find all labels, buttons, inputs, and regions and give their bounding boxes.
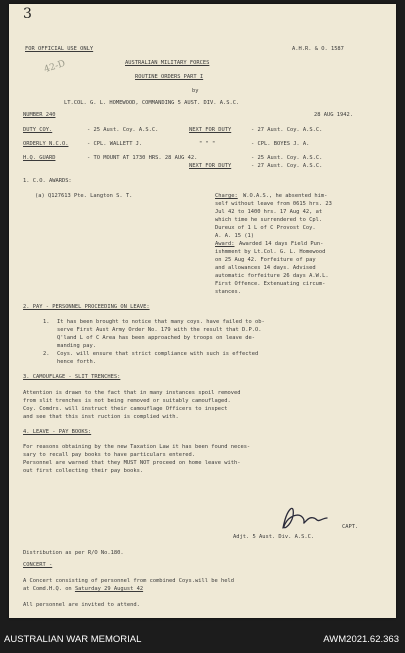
award-line: stances. [215,289,241,295]
award-line: automatic forfeiture 26 days A.W.L. [215,273,329,279]
charge-line: Dureux of 1 L of C Provost Coy. [215,225,316,231]
reference-number: A.H.R. & O. 1587 [292,46,344,52]
section-4-line: out first collecting their pay books. [23,468,144,474]
ditto-marks: " " " [199,141,216,147]
signature-position: Adjt. 5 Aust. Div. A.S.C. [233,534,315,540]
section-4-line: Personnel are warned that they MUST NOT proceed on home leave with- [23,460,241,466]
concert-line [23,586,143,593]
charge-label: Charge: [215,193,238,199]
commander-line: LT.COL. G. L. HOMEWOOD, COMMANDING 5 AUST. DIV. A.S.C. [64,100,240,106]
duty-coy-label: DUTY COY. [23,127,53,133]
hq-guard-label: H.Q. GUARD [23,155,56,161]
footer-left: AUSTRALIAN WAR MEMORIAL [4,634,142,645]
by-label: by [192,88,199,94]
next-for-duty-value-2: - 27 Aust. Coy. A.S.C. [251,163,323,169]
award-entry: (a) Q127613 Pte. Langton S. T. [35,193,133,199]
orderly-nco-label: ORDERLY N.C.O. [23,141,69,147]
next-for-duty-label: NEXT FOR DUTY [189,127,232,133]
concert-location: at Comd.H.Q. on [23,586,75,592]
item-line: serve First Aust Army Order No. 179 with the result that D.P.O. [57,327,262,333]
charge-line: self without leave from 0615 hrs. 23 [215,201,332,207]
orderly-next-value: - CPL. BOYES J. A. [251,141,310,147]
footer-right: AWM2021.62.363 [323,634,399,645]
section-3-heading: 3. CAMOUFLAGE - SLIT TRENCHES: [23,374,121,380]
orderly-nco-value: - CPL. WALLETT J. [87,141,143,147]
next-for-duty-value: - 27 Aust. Coy. A.S.C. [251,127,323,133]
item-line: hence forth. [57,359,96,365]
official-use-label: FOR OFFICIAL USE ONLY [25,46,94,52]
hq-guard-coy: - 25 Aust. Coy. A.S.C. [251,155,323,161]
concert-heading: CONCERT - [23,562,53,568]
hq-guard-value: - TO MOUNT AT 1730 HRS. 28 AUG 42. [87,155,198,161]
order-date: 28 AUG 1942. [314,112,353,118]
item-number: 2. [43,351,50,357]
section-4-line: sary to recall pay books to have particulars entered. [23,452,196,458]
force-title: AUSTRALIAN MILITARY FORCES [125,60,210,66]
document-page [9,4,396,618]
charge-line: A. A. 15 (1) [215,233,254,239]
section-3-line: Attention is drawn to the fact that in many instances spoil removed [23,390,241,396]
charge-line: W.O.A.S., he absented him- [243,193,328,199]
signature-rank: CAPT. [342,524,359,530]
distribution-line: Distribution as per R/O No.180. [23,550,124,556]
section-4-line: For reasons obtaining by the new Taxation Law it has been found neces- [23,444,251,450]
charge-line: Jul 42 to 1400 hrs. 17 Aug 42, at [215,209,323,215]
award-line: Awarded 14 days Field Pun- [239,241,324,247]
signature-image [273,498,333,538]
award-line: First Offence. Extenuating circum- [215,281,326,287]
section-1-heading: 1. C.O. AWARDS: [23,178,72,184]
item-line: manding pay. [57,343,96,349]
award-label: Award: [215,241,235,247]
handwritten-mark: 3 [23,6,32,22]
orders-title: ROUTINE ORDERS PART I [135,74,204,80]
award-line: on 25 Aug 42. Forfeiture of pay [215,257,316,263]
pencil-note: 42-D [42,58,67,76]
concert-line: All personnel are invited to attend. [23,602,140,608]
duty-coy-value: - 25 Aust. Coy. A.S.C. [87,127,159,133]
award-line: ishmment by Lt.Col. G. L. Homewood [215,249,326,255]
section-3-line: Coy. Comdrs. will instruct their camouflage Officers to inspect [23,406,228,412]
concert-line: A Concert consisting of personnel from combined Coys.will be held [23,578,234,584]
award-line: and allowances 14 days. Advised [215,265,316,271]
order-number: NUMBER 240 [23,112,56,118]
item-line: Coys. will ensure that strict compliance with such is effected [57,351,259,357]
item-line: Q'land L of C Area has been approached by troops on leave de- [57,335,255,341]
section-4-heading: 4. LEAVE - PAY BOOKS: [23,429,92,435]
next-for-duty-label-2: NEXT FOR DUTY [189,163,232,169]
item-number: 1. [43,319,50,325]
charge-line: which time he surrendered to Cpl. [215,217,323,223]
section-2-heading: 2. PAY - PERSONNEL PROCEEDING ON LEAVE: [23,304,150,310]
section-3-line: and see that this inst ruction is complied with. [23,414,179,420]
section-3-line: from slit trenches is not being removed or suitably camouflaged. [23,398,231,404]
concert-date: Saturday 29 August 42 [74,586,144,592]
item-line: It has been brought to notice that many coys. have failed to ob- [57,319,265,325]
